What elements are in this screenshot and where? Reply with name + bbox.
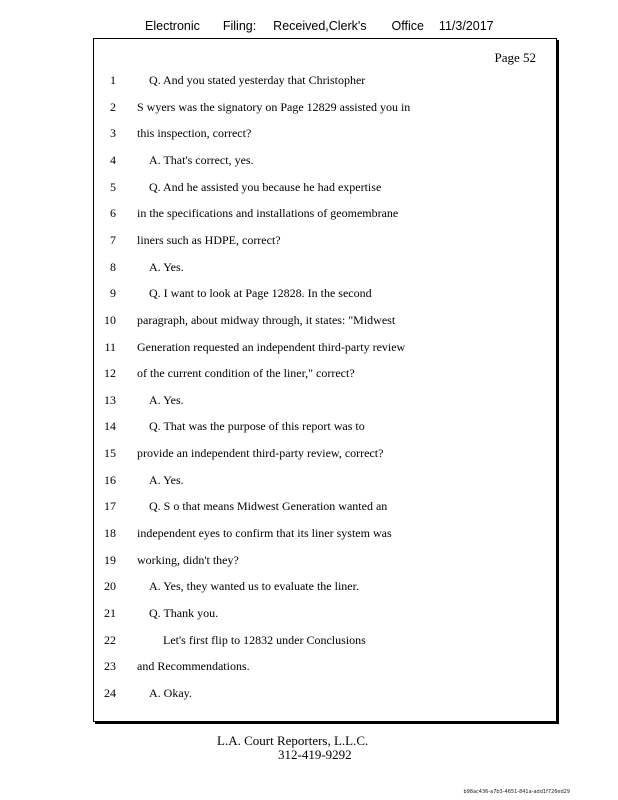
line-number: 7 [110,233,116,247]
line-number: 14 [104,419,116,433]
line-number: 4 [110,153,116,167]
line-text: of the current condition of the liner," correct? [137,366,355,380]
line-text: and Recommendations. [137,659,250,673]
line-number: 10 [104,313,116,327]
line-number: 22 [104,633,116,647]
line-text: Q. Thank you. [149,606,219,620]
header-office: Office [391,19,424,33]
line-number: 1 [110,73,116,87]
line-number: 3 [110,126,116,140]
line-number: 16 [104,473,116,487]
line-text: provide an independent third-party review, correct? [137,446,384,460]
line-text: Q. I want to look at Page 12828. In the second [149,286,372,300]
line-text: Q. And he assisted you because he had expertise [149,180,382,194]
line-text: Q. S o that means Midwest Generation wanted an [149,499,388,513]
header-filing: Filing: [222,19,257,33]
line-text: A. Okay. [149,686,192,700]
line-number: 24 [104,686,116,700]
line-number: 12 [104,366,116,380]
line-number: 9 [110,286,116,300]
footer-company: L.A. Court Reporters, L.L.C. [217,733,369,748]
line-number: 2 [110,100,116,114]
filing-stamp-header [145,19,494,33]
line-number: 15 [104,446,116,460]
line-text: A. Yes. [149,473,184,487]
line-number: 18 [104,526,116,540]
line-text: Let's first flip to 12832 under Conclusions [163,633,366,647]
line-text: in the specifications and installations of geomembrane [137,206,399,220]
line-text: S wyers was the signatory on Page 12829 assisted you in [137,100,411,114]
line-text: A. Yes, they wanted us to evaluate the liner. [149,579,359,593]
document-hash: b98ac436-a7b3-4651-841a-add1f726ed29 [463,789,570,795]
line-number: 11 [104,340,116,354]
line-number: 17 [104,499,116,513]
line-text: Q. And you stated yesterday that Christopher [149,73,366,87]
line-number: 6 [110,206,116,220]
line-text: paragraph, about midway through, it states: "Midwest [137,313,396,327]
line-text: A. That's correct, yes. [149,153,254,167]
page-number: Page 52 [494,50,536,65]
line-number: 21 [104,606,116,620]
line-text: independent eyes to confirm that its liner system was [137,526,392,540]
line-text: working, didn't they? [137,553,239,567]
line-number: 5 [110,180,116,194]
line-text: this inspection, correct? [137,126,252,140]
line-text: A. Yes. [149,393,184,407]
line-number: 8 [110,260,116,274]
line-number: 13 [104,393,116,407]
line-number: 19 [104,553,116,567]
footer-phone: 312-419-9292 [278,747,352,762]
line-number: 20 [104,579,116,593]
line-text: Q. That was the purpose of this report was to [149,419,365,433]
line-text: A. Yes. [149,260,184,274]
line-text: Generation requested an independent third-party review [137,340,406,354]
line-text: liners such as HDPE, correct? [137,233,281,247]
header-date: 11/3/2017 [438,19,494,33]
header-electronic: Electronic [145,19,200,33]
line-number: 23 [104,659,116,673]
header-received: Received,Clerk's [273,19,367,33]
